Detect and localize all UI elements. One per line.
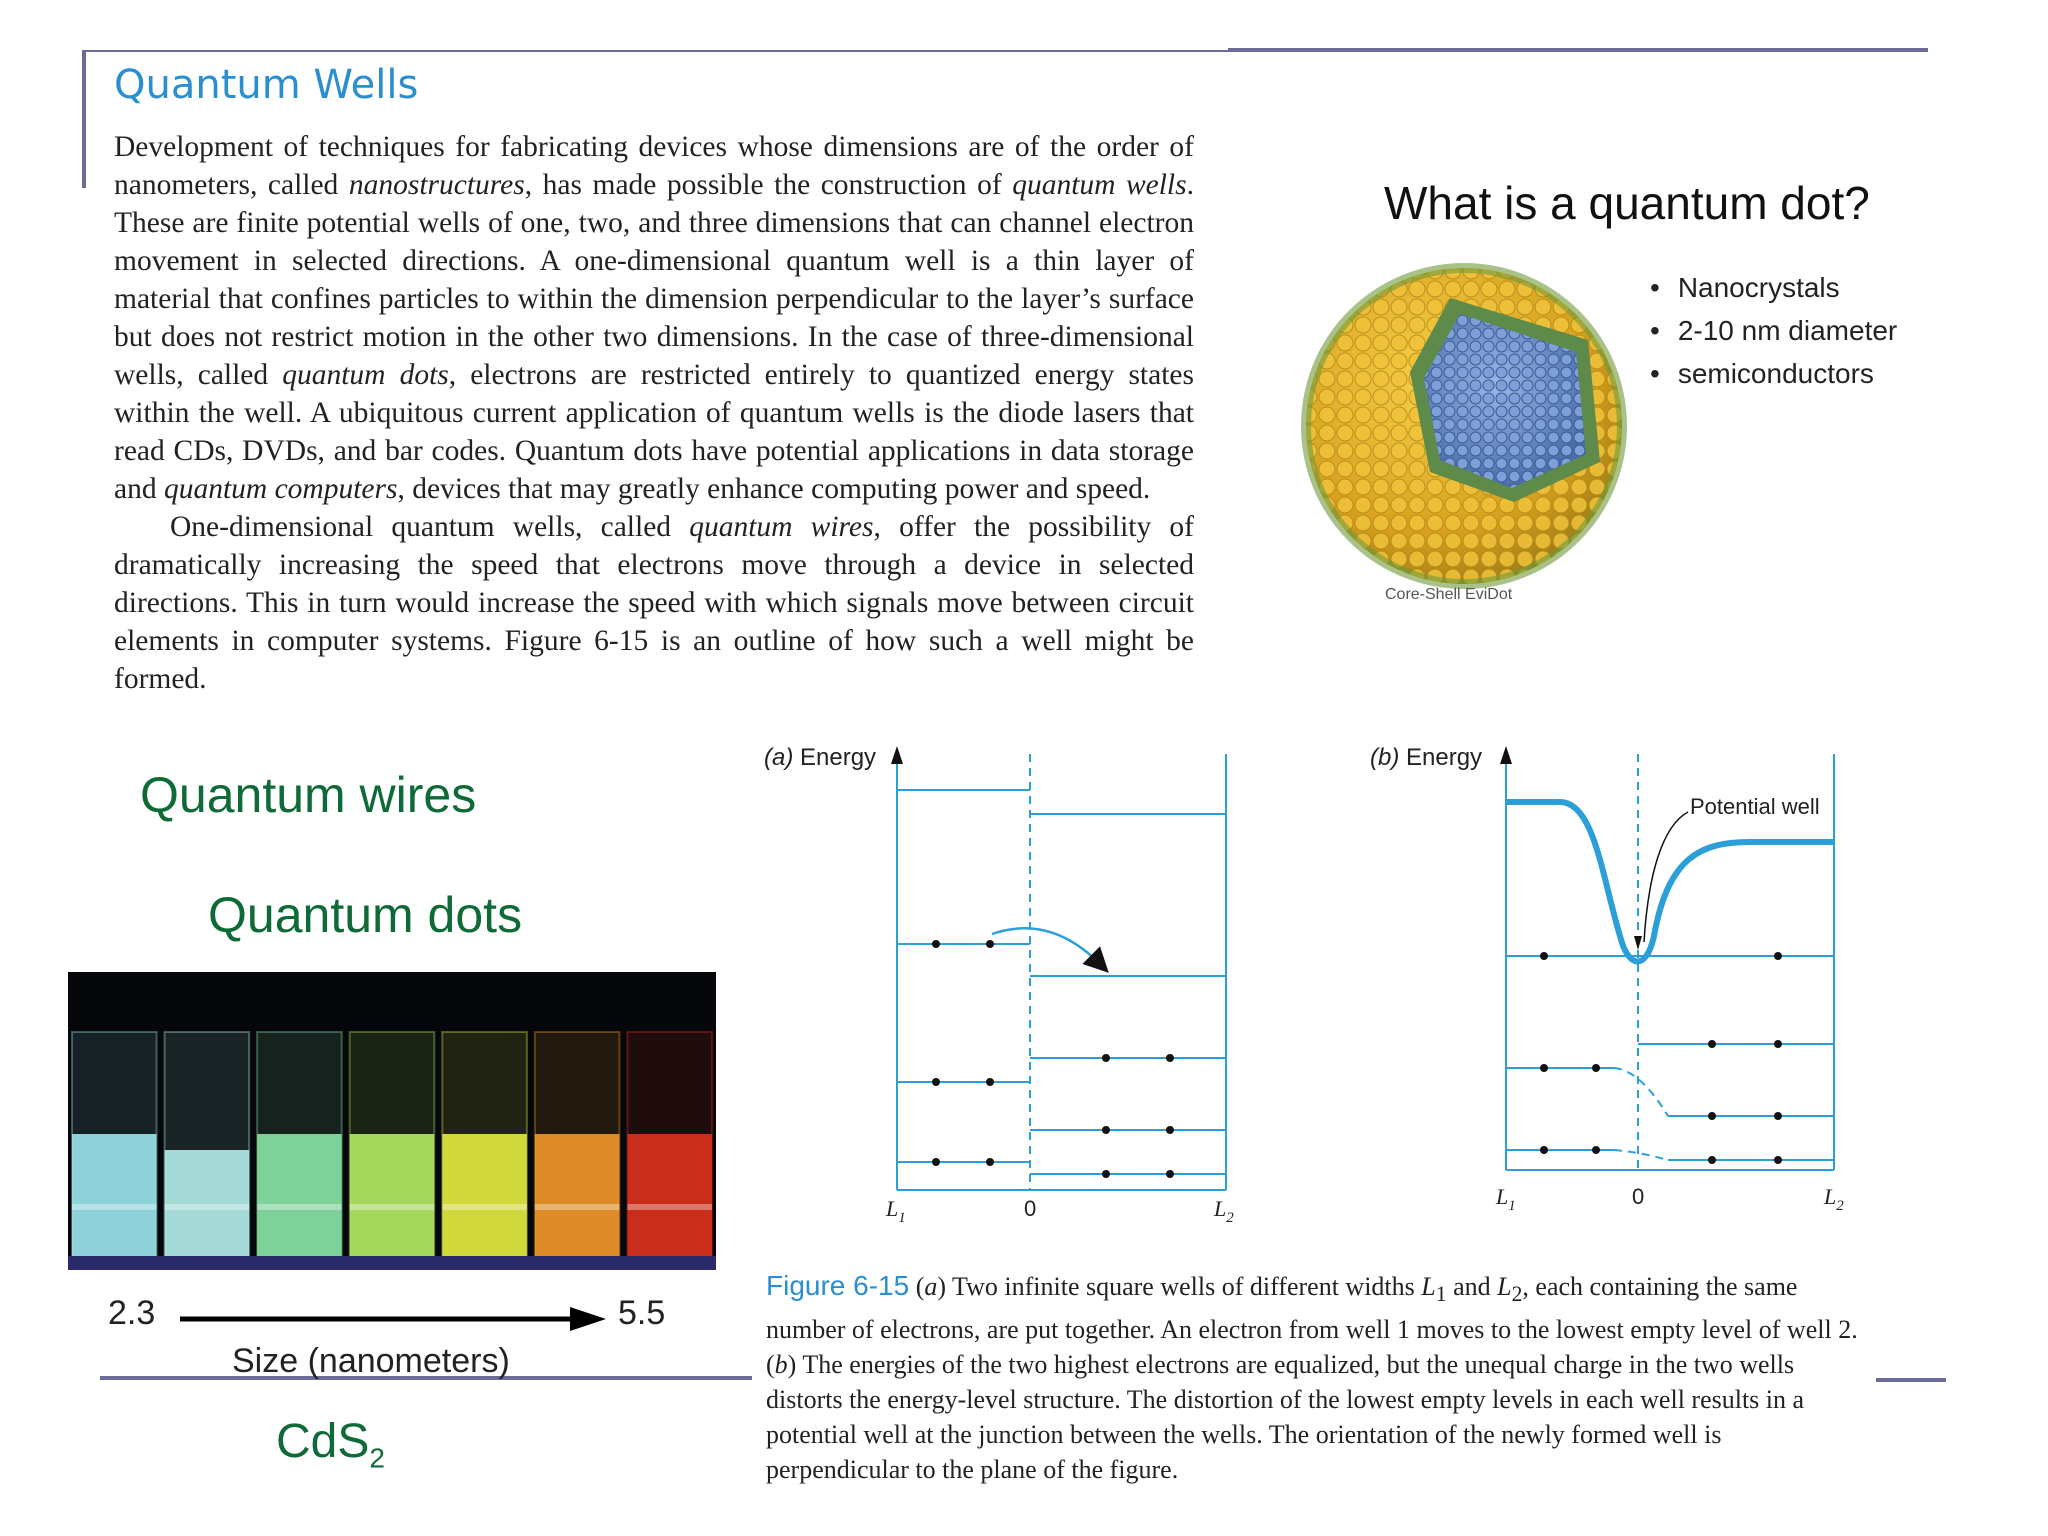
axis-l2: L — [1824, 1184, 1837, 1209]
size-max-label: 5.5 — [618, 1294, 666, 1332]
figure-panel-a — [880, 746, 1240, 1236]
quantum-dot-heading: What is a quantum dot? — [1384, 177, 1870, 229]
panel-b-label — [1370, 744, 1482, 772]
potential-well-label: Potential well — [1690, 794, 1820, 819]
vial — [165, 1032, 250, 1262]
emphasis-term: quantum dots — [282, 359, 449, 391]
panel-a-label — [764, 744, 876, 772]
emphasis-term: nanostructures — [348, 169, 525, 201]
axis-l1-sub: 1 — [1508, 1198, 1516, 1214]
text-run: , offer the possibility of dramatically increasing the speed that electrons move through a device in selected directions. This in turn would increase the speed with which signals move between circuit elements in computer systems. Figure 6-15 is an outline of how such a well might be formed. — [114, 511, 1194, 695]
bullet-item: • 2-10 nm diameter — [1650, 315, 1897, 358]
svg-text:L1 — [1495, 1184, 1516, 1214]
paragraph-2 — [114, 508, 1194, 698]
text-run: , devices that may greatly enhance computing power and speed. — [397, 473, 1151, 505]
panel-b-letter: (b) — [1370, 744, 1400, 771]
emphasis-term: L — [1421, 1272, 1436, 1301]
bullet-item: • semiconductors — [1650, 358, 1897, 401]
figure-caption — [766, 1268, 1866, 1487]
vial — [535, 1032, 620, 1262]
text-run: Development of techniques for fabricating devices whose dimensions are of the order of nanometers, called — [114, 131, 1194, 201]
emphasis-term: b — [774, 1350, 788, 1380]
svg-text:L2 — [1823, 1184, 1844, 1214]
article-body — [114, 128, 1194, 698]
figure-panel-b — [1490, 746, 1870, 1236]
quantum-dot-bullets — [1650, 272, 1897, 401]
subscript: 2 — [1511, 1282, 1523, 1307]
vial — [257, 1032, 342, 1262]
svg-text:L1 — [885, 1196, 906, 1226]
axis-l1: L — [1496, 1184, 1509, 1209]
vial — [350, 1032, 435, 1262]
figure-caption-text — [766, 1272, 1858, 1484]
emphasis-term: quantum wires — [689, 511, 874, 543]
text-run: , has made possible the construction of — [524, 169, 1013, 201]
emphasis-term: a — [924, 1272, 938, 1301]
vial — [627, 1032, 712, 1262]
core-shell-nanocrystal-image — [1300, 262, 1628, 590]
panel-b-energy: Energy — [1399, 744, 1483, 771]
panel-a-letter: (a) — [764, 744, 794, 771]
size-arrow — [176, 1302, 608, 1336]
axis-zero: 0 — [1632, 1184, 1645, 1209]
page-title: Quantum Wells — [114, 62, 419, 108]
formula-subscript: 2 — [369, 1442, 385, 1474]
text-run: . These are finite potential wells of one, two, and three dimensions that can channel electron movement in selected directions. A one-dimensional quantum well is a thin layer of material that confines particles to within the dimension perpendicular to the layer’s surface but does not restrict motion in the other two dimensions. In the case of three-dimensional wells, called — [114, 169, 1194, 391]
axis-l1: L — [886, 1196, 899, 1221]
axis-l2: L — [1214, 1196, 1227, 1221]
text-run: ) The energies of the two highest electrons are equalized, but the unequal charge in the two wells distorts the energy-level structure. The distortion of the lowest empty levels in each well results in a potential well at the junction between the wells. The orientation of the newly formed well is perpendicular to the plane of the figure. — [766, 1350, 1805, 1485]
size-min-label: 2.3 — [108, 1294, 156, 1332]
text-run: ) Two infinite square wells of different widths — [937, 1272, 1422, 1301]
emphasis-term: quantum computers — [163, 473, 398, 505]
left-rule — [82, 50, 86, 188]
text-run: , electrons are restricted entirely to quantized energy states within the well. A ubiquitous current application of quantum wells is the diode lasers that read CDs, DVDs, and bar codes. Quantum dots have potential applications in data storage and — [114, 359, 1194, 505]
top-rule-left — [82, 50, 1230, 52]
bullet-item: • Nanocrystals — [1650, 272, 1897, 315]
size-axis-label: Size (nanometers) — [232, 1342, 510, 1380]
emphasis-term: quantum wells — [1012, 169, 1187, 201]
axis-l2-sub: 2 — [1836, 1198, 1844, 1214]
subscript: 1 — [1435, 1282, 1447, 1307]
image-caption: Core-Shell EviDot — [1385, 586, 1513, 603]
emphasis-term: L — [1497, 1272, 1512, 1301]
axis-l2-sub: 2 — [1226, 1210, 1234, 1226]
quantum-dots-label: Quantum dots — [208, 887, 523, 943]
vial — [72, 1032, 157, 1262]
svg-text:L2 — [1213, 1196, 1234, 1226]
axis-zero: 0 — [1024, 1196, 1037, 1221]
text-run: ( — [909, 1272, 925, 1301]
material-formula — [276, 1414, 385, 1475]
formula-text: CdS — [276, 1415, 370, 1468]
axis-l1-sub: 1 — [898, 1210, 906, 1226]
panel-a-energy: Energy — [793, 744, 877, 771]
paragraph-1 — [114, 128, 1194, 508]
vial — [442, 1032, 527, 1262]
quantum-dot-vials-photo — [68, 972, 716, 1270]
text-run: , each containing the same number of electrons, are put together. An electron from well 1 moves to the lowest empty level of well 2. ( — [766, 1272, 1858, 1380]
bottom-rule-right — [1876, 1378, 1946, 1382]
figure-number: Figure 6-15 — [766, 1270, 910, 1301]
text-run: and — [1446, 1272, 1498, 1301]
text-run: One-dimensional quantum wells, called — [170, 511, 690, 543]
vial-base — [68, 1256, 716, 1270]
quantum-wires-label: Quantum wires — [140, 767, 477, 823]
top-rule-right — [1228, 48, 1928, 52]
